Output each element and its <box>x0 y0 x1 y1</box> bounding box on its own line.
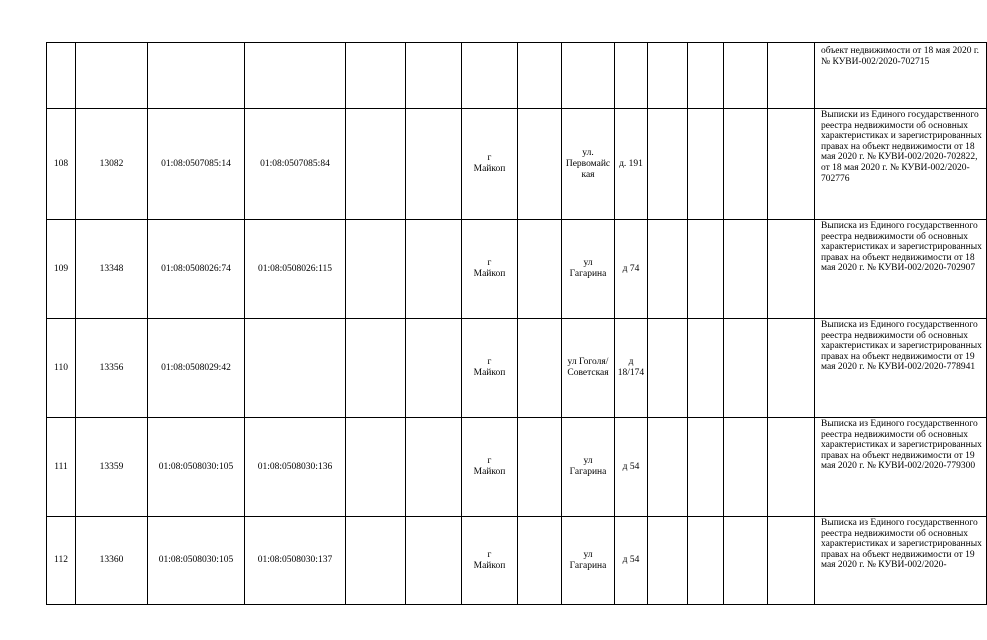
cell-empty <box>648 43 688 109</box>
cell-empty <box>346 319 406 418</box>
cell-empty <box>346 418 406 517</box>
cell-object-cadastral-number: 01:08:0507085:84 <box>245 109 346 220</box>
cell-registry-number: 13082 <box>76 109 148 220</box>
cell-registry-number: 13359 <box>76 418 148 517</box>
cell-empty <box>518 319 562 418</box>
city-prefix: г <box>487 357 492 367</box>
cell-empty <box>518 109 562 220</box>
cell-empty <box>724 43 768 109</box>
cell-empty <box>346 109 406 220</box>
cell-description: Выписка из Единого государственного реестра недвижимости об основных характеристиках и зарегистрированных правах на объект недвижимости от 18 мая 2020 г. № КУВИ-002/2020-702907 <box>815 220 987 319</box>
cell-registry-number: 13360 <box>76 517 148 605</box>
cell-empty <box>688 517 724 605</box>
cell-street: ул Гагарина <box>562 517 615 605</box>
cell-row-number: 110 <box>47 319 76 418</box>
cell-empty <box>406 220 462 319</box>
cell-row-number: 111 <box>47 418 76 517</box>
cell-city <box>462 319 518 418</box>
cell-empty <box>768 319 815 418</box>
table-row <box>47 517 987 605</box>
cell-empty <box>724 109 768 220</box>
cell-empty <box>76 43 148 109</box>
cell-empty <box>245 43 346 109</box>
city-prefix: г <box>487 456 492 466</box>
cell-empty <box>648 109 688 220</box>
cell-empty <box>462 43 518 109</box>
cell-empty <box>47 43 76 109</box>
cell-empty <box>688 109 724 220</box>
cell-land-cadastral-number: 01:08:0508029:42 <box>148 319 245 418</box>
cell-empty <box>406 418 462 517</box>
table-row-continuation <box>47 43 987 109</box>
city-name: Майкоп <box>473 164 506 174</box>
cell-house: д 54 <box>615 418 648 517</box>
cell-city <box>462 517 518 605</box>
table-row <box>47 109 987 220</box>
cell-description: Выписки из Единого государственного реестра недвижимости об основных характеристиках и зарегистрированных правах на объект недвижимости от 18 мая 2020 г. № КУВИ-002/2020-702822, от 18 мая 2020 г. № КУВИ-002/2020-702776 <box>815 109 987 220</box>
cell-empty <box>406 517 462 605</box>
city-prefix: г <box>487 153 492 163</box>
cell-house: д 54 <box>615 517 648 605</box>
table-row <box>47 319 987 418</box>
city-name: Майкоп <box>473 560 506 571</box>
cell-empty <box>518 517 562 605</box>
cell-empty <box>648 220 688 319</box>
cell-empty <box>615 43 648 109</box>
city-name: Майкоп <box>473 269 506 279</box>
cell-land-cadastral-number: 01:08:0508030:105 <box>148 517 245 605</box>
cell-empty <box>518 220 562 319</box>
city-name: Майкоп <box>473 467 506 477</box>
cell-empty <box>346 517 406 605</box>
cell-land-cadastral-number: 01:08:0507085:14 <box>148 109 245 220</box>
cell-land-cadastral-number: 01:08:0508026:74 <box>148 220 245 319</box>
city-prefix: г <box>487 258 492 268</box>
cell-registry-number: 13356 <box>76 319 148 418</box>
cell-street: ул Гоголя/ Советская <box>562 319 615 418</box>
cell-empty <box>406 43 462 109</box>
cell-empty <box>518 43 562 109</box>
cell-row-number: 112 <box>47 517 76 605</box>
cell-empty <box>406 319 462 418</box>
cell-empty <box>148 43 245 109</box>
cell-empty <box>648 319 688 418</box>
cell-empty <box>688 220 724 319</box>
cell-empty <box>346 220 406 319</box>
cell-empty <box>648 418 688 517</box>
table-row <box>47 418 987 517</box>
cell-land-cadastral-number: 01:08:0508030:105 <box>148 418 245 517</box>
cell-street: ул. Первомайская <box>562 109 615 220</box>
cell-empty <box>688 319 724 418</box>
cell-empty <box>688 418 724 517</box>
property-registry-table <box>46 42 987 605</box>
cell-empty <box>768 517 815 605</box>
cell-empty <box>724 319 768 418</box>
cell-description: объект недвижимости от 18 мая 2020 г. № КУВИ-002/2020-702715 <box>815 43 987 109</box>
cell-row-number: 109 <box>47 220 76 319</box>
cell-description: Выписка из Единого государственного реестра недвижимости об основных характеристиках и зарегистрированных правах на объект недвижимости от 19 мая 2020 г. № КУВИ-002/2020- <box>815 517 987 605</box>
cell-empty <box>768 418 815 517</box>
cell-object-cadastral-number <box>245 319 346 418</box>
cell-empty <box>518 418 562 517</box>
cell-empty <box>768 109 815 220</box>
cell-empty <box>724 418 768 517</box>
city-prefix: г <box>487 549 492 560</box>
cell-object-cadastral-number: 01:08:0508030:137 <box>245 517 346 605</box>
cell-empty <box>562 43 615 109</box>
cell-row-number: 108 <box>47 109 76 220</box>
city-name: Майкоп <box>473 368 506 378</box>
cell-empty <box>768 220 815 319</box>
cell-description: Выписка из Единого государственного реестра недвижимости об основных характеристиках и зарегистрированных правах на объект недвижимости от 19 мая 2020 г. № КУВИ-002/2020-778941 <box>815 319 987 418</box>
cell-house: д. 191 <box>615 109 648 220</box>
cell-city <box>462 109 518 220</box>
cell-city <box>462 220 518 319</box>
cell-empty <box>768 43 815 109</box>
cell-street: ул Гагарина <box>562 220 615 319</box>
cell-empty <box>406 109 462 220</box>
cell-house: д 18/174 <box>615 319 648 418</box>
cell-empty <box>688 43 724 109</box>
cell-object-cadastral-number: 01:08:0508030:136 <box>245 418 346 517</box>
table-row <box>47 220 987 319</box>
cell-empty <box>724 220 768 319</box>
cell-empty <box>648 517 688 605</box>
cell-city <box>462 418 518 517</box>
cell-registry-number: 13348 <box>76 220 148 319</box>
cell-empty <box>346 43 406 109</box>
cell-house: д 74 <box>615 220 648 319</box>
cell-empty <box>724 517 768 605</box>
cell-street: ул Гагарина <box>562 418 615 517</box>
cell-object-cadastral-number: 01:08:0508026:115 <box>245 220 346 319</box>
cell-description: Выписка из Единого государственного реестра недвижимости об основных характеристиках и зарегистрированных правах на объект недвижимости от 19 мая 2020 г. № КУВИ-002/2020-779300 <box>815 418 987 517</box>
